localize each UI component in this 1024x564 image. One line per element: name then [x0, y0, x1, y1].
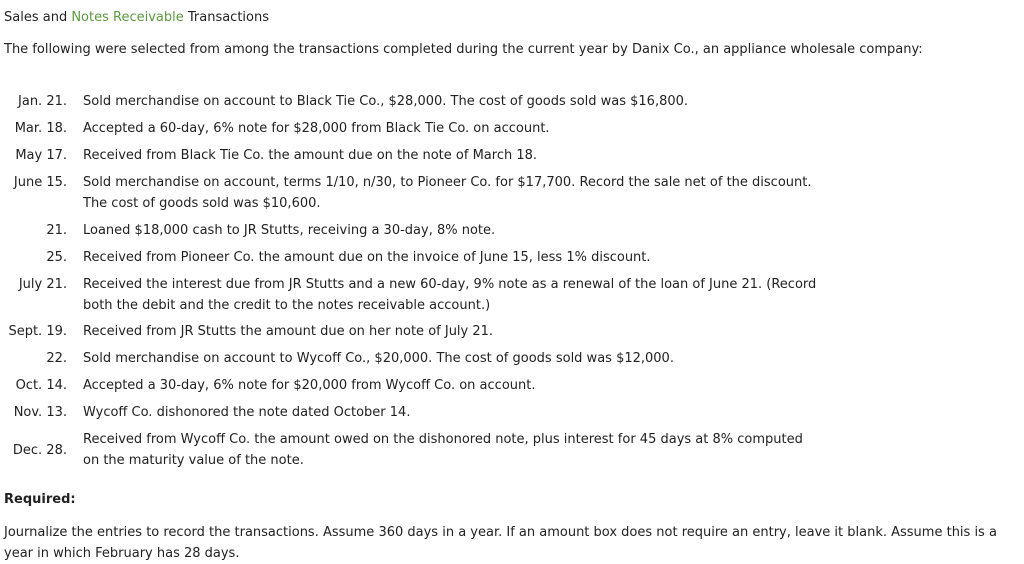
transaction-date: Sept. 19.	[8, 324, 67, 339]
transaction-text: Loaned $18,000 cash to JR Stutts, receiving a 30-day, 8% note.	[83, 223, 496, 238]
transaction-text: Received from Pioneer Co. the amount due on the invoice of June 15, less 1% discount.	[83, 250, 651, 265]
transaction-date: Dec. 28.	[12, 443, 67, 458]
transaction-date: Mar. 18.	[14, 121, 67, 136]
transaction-text: Sold merchandise on account to Wycoff Co., $20,000. The cost of goods sold was $12,000.	[83, 351, 674, 366]
transaction-date: June 15.	[13, 175, 67, 190]
required-heading: Required:	[4, 492, 76, 507]
transaction-date: May 17.	[15, 148, 67, 163]
transaction-date: 22.	[46, 351, 67, 366]
transaction-date: Nov. 13.	[13, 405, 67, 420]
transaction-date: Jan. 21.	[18, 94, 67, 109]
page-title	[4, 10, 269, 26]
transaction-text: Accepted a 30-day, 6% note for $20,000 from Wycoff Co. on account.	[83, 378, 536, 393]
transaction-text: Received from Wycoff Co. the amount owed on the dishonored note, plus interest for 45 days at 8% computed on the maturity value of the note.	[83, 432, 803, 468]
transaction-text: Received from JR Stutts the amount due on her note of July 21.	[83, 324, 494, 339]
transaction-text: Received from Black Tie Co. the amount due on the note of March 18.	[83, 148, 538, 163]
transaction-text: Wycoff Co. dishonored the note dated October 14.	[83, 405, 411, 420]
notes-receivable-link[interactable]: Notes Receivable	[71, 10, 184, 25]
intro-text: The following were selected from among the transactions completed during the current year by Danix Co., an appliance wholesale company:	[4, 42, 923, 57]
transaction-date: 21.	[46, 223, 67, 238]
title-prefix: Sales and	[4, 10, 72, 25]
transaction-text: Accepted a 60-day, 6% note for $28,000 from Black Tie Co. on account.	[83, 121, 550, 136]
transaction-date: July 21.	[18, 277, 67, 292]
transaction-text: Received the interest due from JR Stutts and a new 60-day, 9% note as a renewal of the loan of June 21. (Record both the debit and the credit to the notes receivable account.)	[83, 277, 817, 313]
transaction-text: Sold merchandise on account, terms 1/10, n/30, to Pioneer Co. for $17,700. Record the sale net of the discount. The cost of goods sold was $10,600.	[83, 175, 812, 211]
instructions-text: Journalize the entries to record the transactions. Assume 360 days in a year. If an amount box does not require an entry, leave it blank. Assume this is a year in which February has 28 days.	[4, 525, 997, 561]
transaction-date: 25.	[46, 250, 67, 265]
transaction-text: Sold merchandise on account to Black Tie Co., $28,000. The cost of goods sold was $16,800.	[83, 94, 689, 109]
title-suffix: Transactions	[183, 10, 270, 25]
transaction-date: Oct. 14.	[15, 378, 67, 393]
